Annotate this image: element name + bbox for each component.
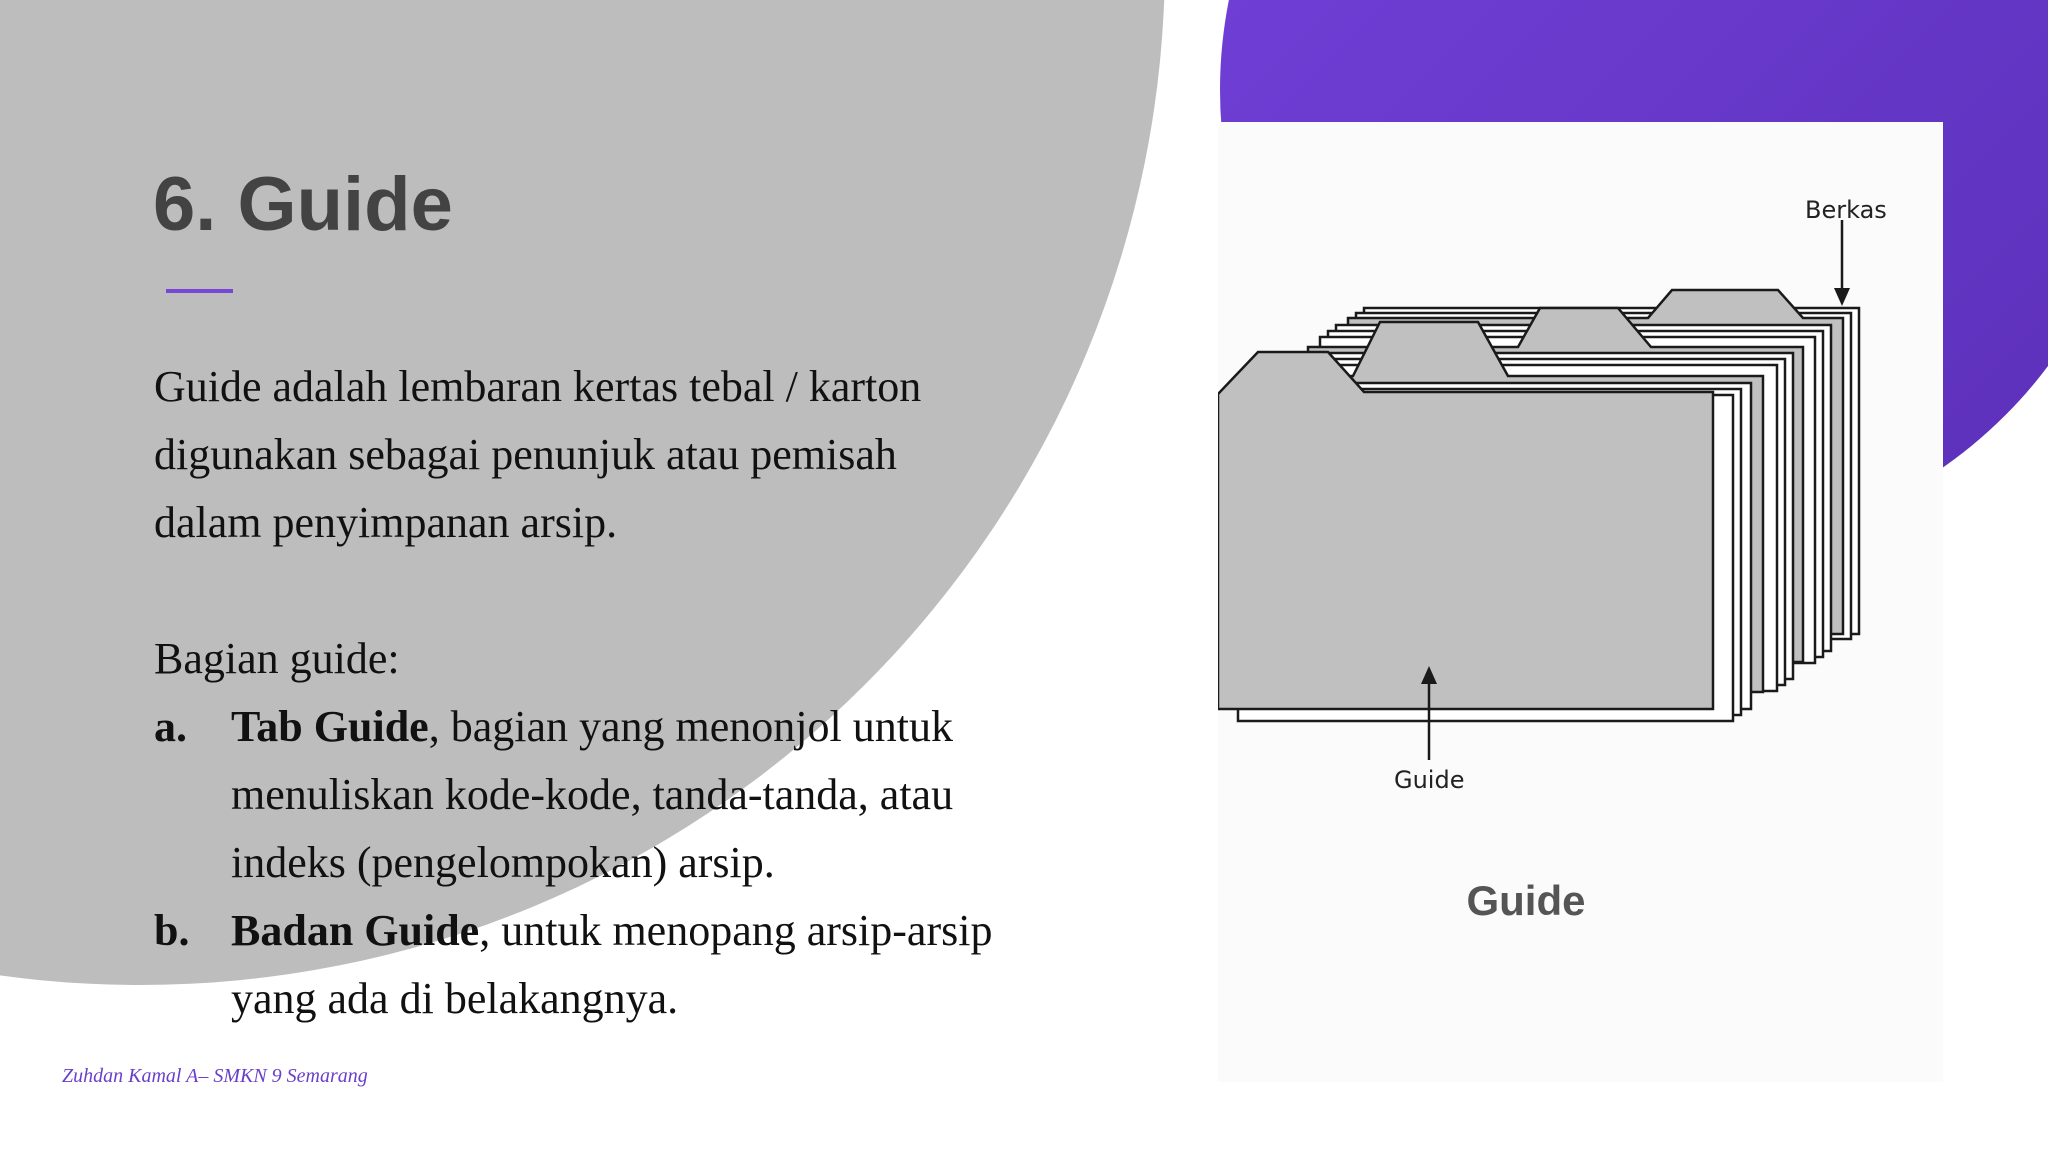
list-marker: b. (154, 906, 190, 955)
guide-label: Guide (1394, 766, 1465, 794)
front-guide (1218, 352, 1713, 709)
list-item (154, 897, 1054, 1033)
parts-list (154, 693, 1054, 1033)
guide-diagram (1218, 122, 1943, 1082)
list-marker: a. (154, 702, 187, 751)
berkas-label: Berkas (1805, 196, 1887, 224)
figure-panel (1218, 122, 1943, 1082)
slide-body (154, 353, 1054, 1033)
term-description: , bagian yang menonjol untuk menuliskan kode-kode, tanda-tanda, atau indeks (pengelompokan) arsip. (231, 702, 954, 887)
list-item (154, 693, 1054, 897)
figure-caption: Guide (1466, 877, 1586, 924)
term: Tab Guide (231, 702, 429, 751)
definition-line: digunakan sebagai penunjuk atau pemisah (154, 430, 897, 479)
berkas-arrowhead (1834, 288, 1850, 306)
parts-heading: Bagian guide: (154, 634, 400, 683)
definition-line: dalam penyimpanan arsip. (154, 498, 618, 547)
footer-credit: Zuhdan Kamal A– SMKN 9 Semarang (62, 1065, 368, 1087)
paragraph-spacer (154, 557, 1054, 625)
term-description: , untuk menopang arsip-arsip yang ada di belakangnya. (231, 906, 993, 1023)
definition-line: Guide adalah lembaran kertas tebal / karton (154, 362, 922, 411)
title-accent-line (166, 289, 233, 293)
slide-title: 6. Guide (153, 162, 453, 247)
term: Badan Guide (231, 906, 480, 955)
